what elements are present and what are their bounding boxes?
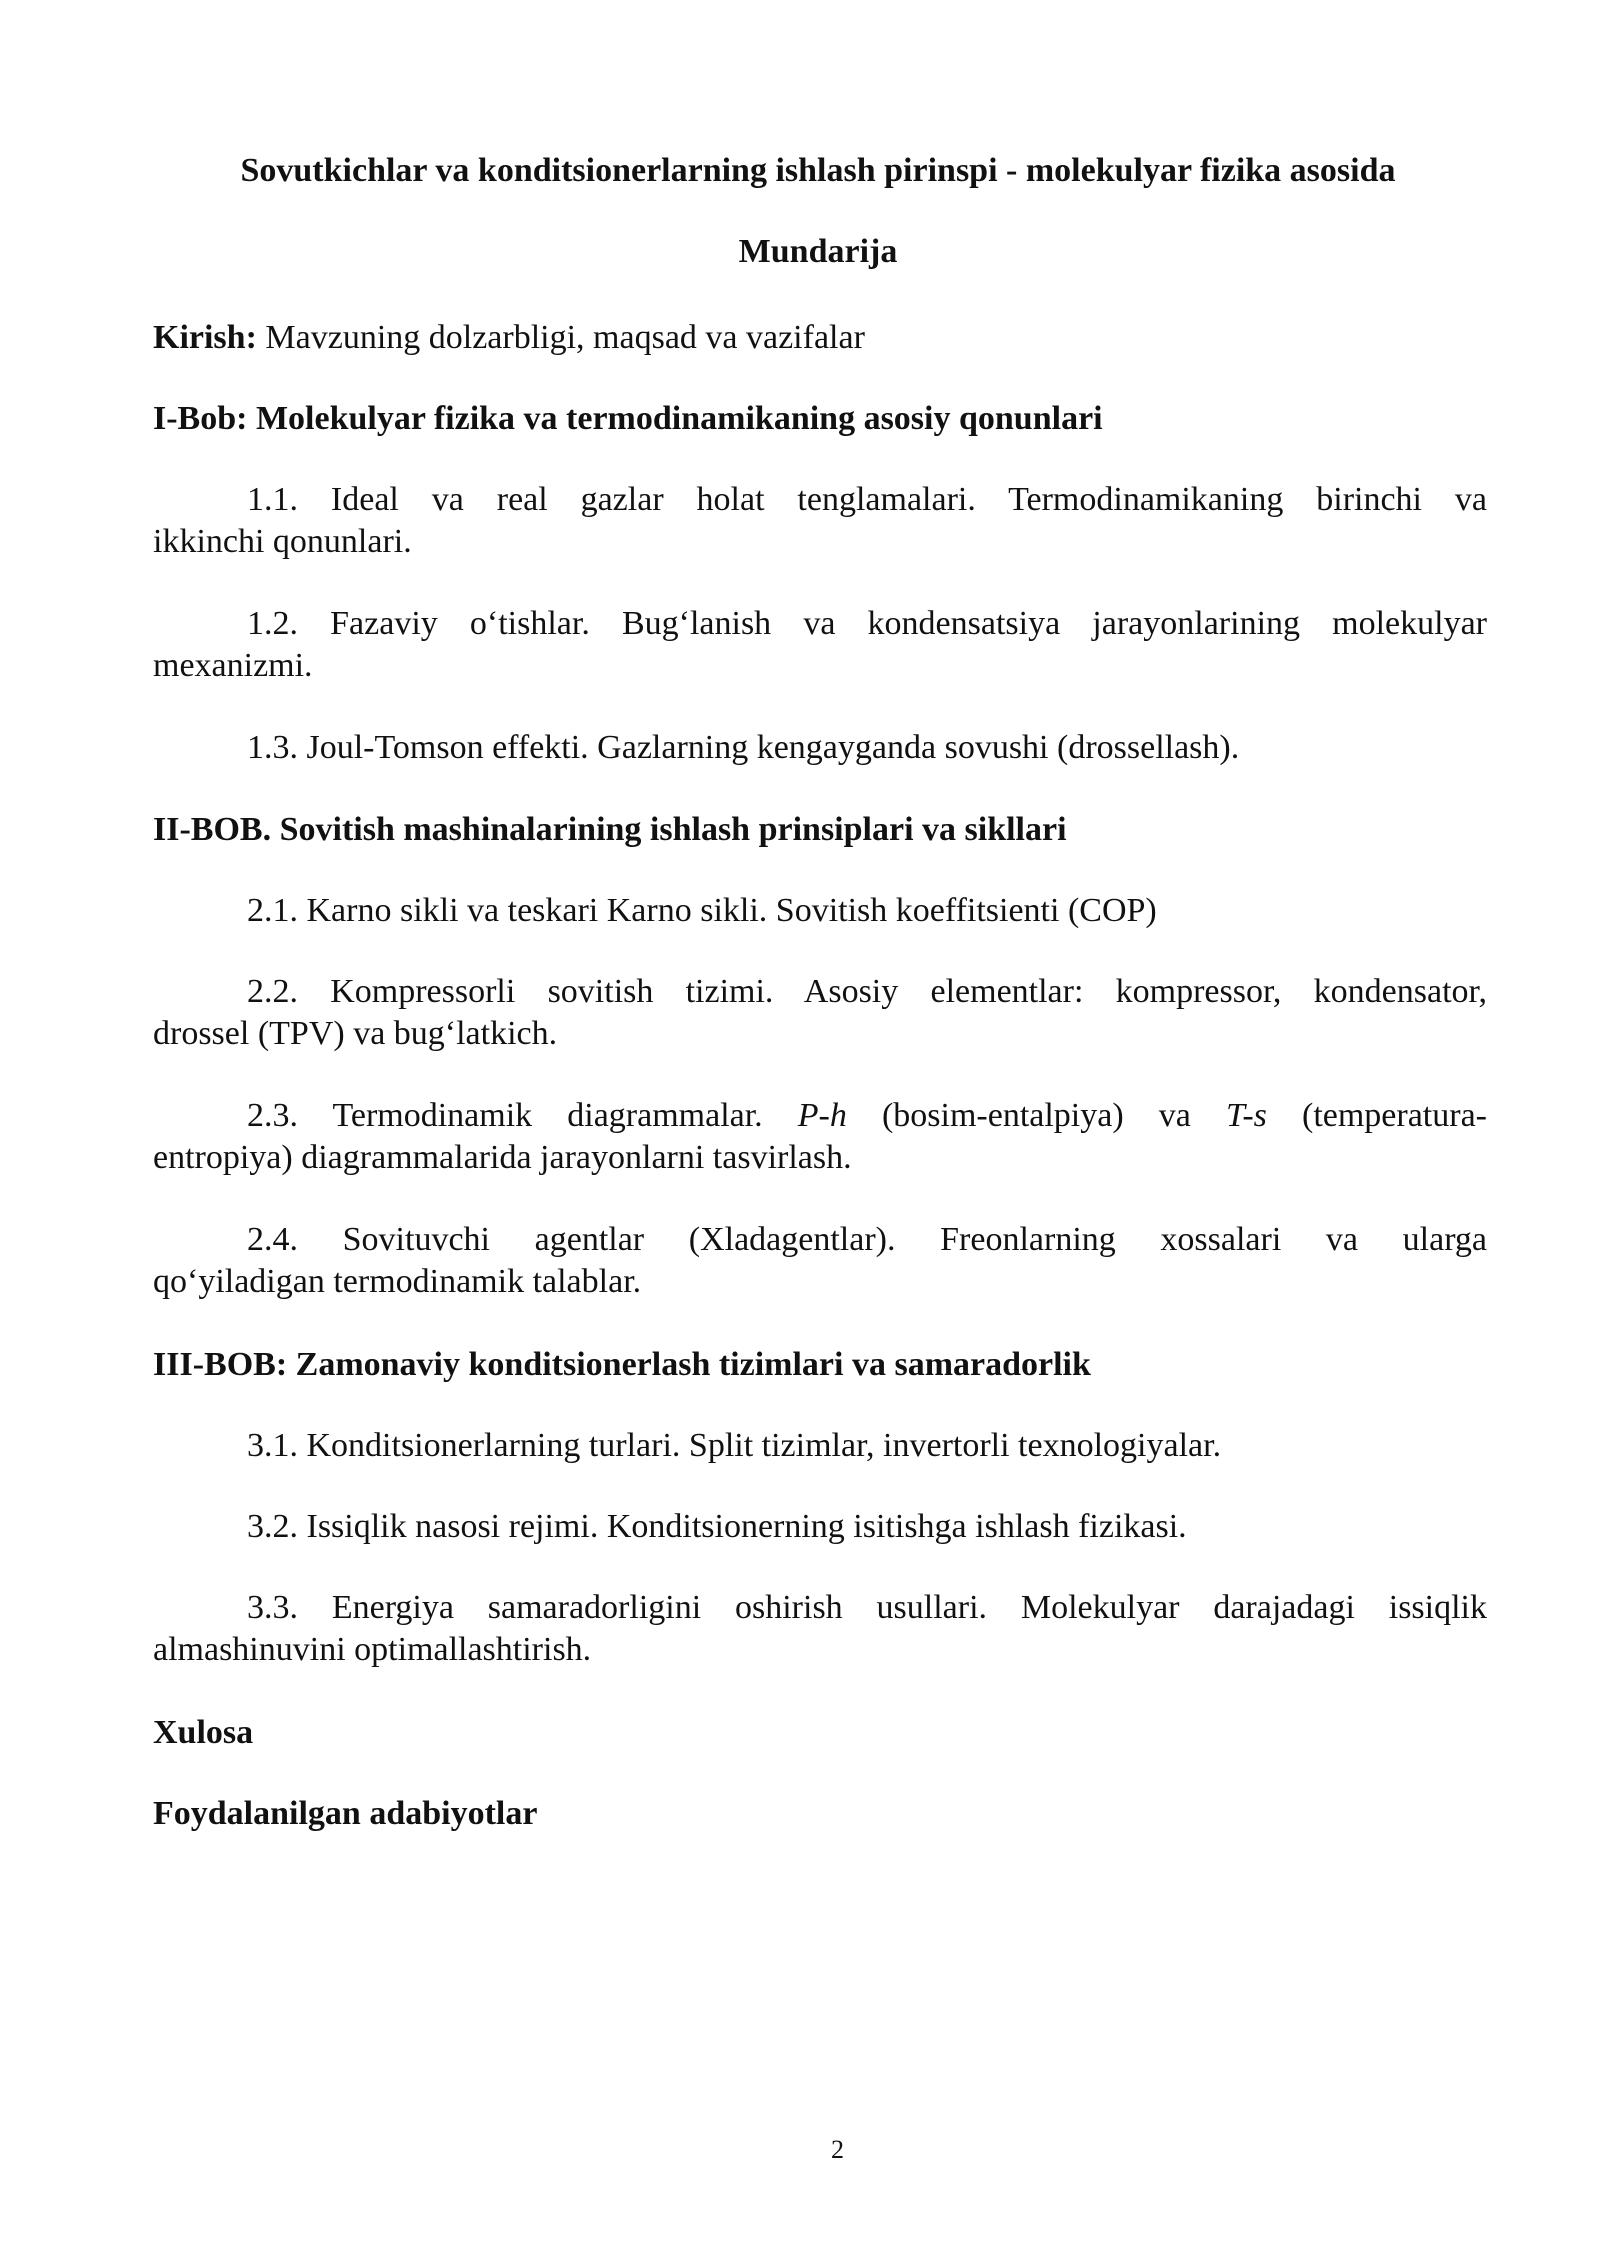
toc-item-2-1: [153, 890, 1487, 932]
toc-item-2-2: [153, 971, 1487, 1055]
intro-line: [153, 317, 1487, 359]
toc-item-2-4-line-1: 2.4. Sovituvchi agentlar (Xladagentlar). Freonlarning xossalari va ularga: [247, 1221, 1487, 1258]
toc-heading: Mundarija: [738, 233, 898, 270]
toc-item-1-3-line-1: 1.3. Joul-Tomson effekti. Gazlarning kengayganda sovushi (drossellash).: [247, 729, 1240, 766]
toc-item-2-3-text-a: 2.3. Termodinamik diagrammalar.: [247, 1097, 798, 1134]
conclusion-heading: Xulosa: [153, 1714, 254, 1751]
toc-item-2-2-line-2: drossel (TPV) va bug‘latkich.: [153, 1015, 558, 1052]
toc-item-3-1: [153, 1425, 1487, 1467]
document-title: Sovutkichlar va konditsionerlarning ishlash pirinspi - molekulyar fizika asosida: [240, 152, 1396, 189]
toc-item-1-1-line-1: 1.1. Ideal va real gazlar holat tenglamalari. Termodinamikaning birinchi va: [247, 481, 1487, 518]
toc-item-2-1-line-1: 2.1. Karno sikli va teskari Karno sikli. Sovitish koeffitsienti (COP): [247, 892, 1157, 929]
toc-item-2-3-line-2: entropiya) diagrammalarida jarayonlarni tasvirlash.: [153, 1139, 852, 1176]
toc-item-2-3-line-1: [153, 1095, 1487, 1137]
toc-item-1-2-line-1: 1.2. Fazaviy o‘tishlar. Bug‘lanish va kondensatsiya jarayonlarining molekulyar: [247, 605, 1487, 642]
toc-item-3-2-line-1: 3.2. Issiqlik nasosi rejimi. Konditsionerning isitishga ishlash fizikasi.: [247, 1508, 1187, 1545]
toc-item-2-4-line-2: qo‘yiladigan termodinamik talablar.: [153, 1263, 642, 1300]
page-number: 2: [831, 2135, 844, 2164]
toc-item-1-2: [153, 603, 1487, 687]
toc-item-1-2-line-2: mexanizmi.: [153, 647, 313, 684]
chapter-1-heading: I-Bob: Molekulyar fizika va termodinamikaning asosiy qonunlari: [153, 400, 1103, 437]
toc-item-2-3-text-c: (bosim-entalpiya) va: [846, 1097, 1226, 1134]
toc-item-2-4: [153, 1219, 1487, 1303]
intro-text: Mavzuning dolzarbligi, maqsad va vazifalar: [256, 319, 865, 356]
toc-item-3-3-line-2: almashinuvini optimallashtirish.: [153, 1631, 592, 1668]
toc-item-2-3: [153, 1095, 1487, 1179]
toc-item-3-3: [153, 1587, 1487, 1671]
toc-item-2-3-text-e: (temperatura-: [1266, 1097, 1487, 1134]
toc-item-1-3: [153, 727, 1487, 769]
toc-item-1-1: [153, 479, 1487, 563]
chapter-2-heading: II-BOB. Sovitish mashinalarining ishlash prinsiplari va sikllari: [153, 811, 1067, 848]
ts-diagram-label: T-s: [1225, 1097, 1267, 1134]
ph-diagram-label: P-h: [797, 1097, 847, 1134]
toc-item-3-2: [153, 1506, 1487, 1548]
toc-item-2-2-line-1: 2.2. Kompressorli sovitish tizimi. Asosiy elementlar: kompressor, kondensator,: [247, 973, 1487, 1010]
toc-item-1-1-line-2: ikkinchi qonunlari.: [153, 523, 412, 560]
toc-item-3-1-line-1: 3.1. Konditsionerlarning turlari. Split tizimlar, invertorli texnologiyalar.: [247, 1427, 1222, 1464]
chapter-3-heading: III-BOB: Zamonaviy konditsionerlash tizimlari va samaradorlik: [153, 1346, 1091, 1383]
intro-label: Kirish:: [153, 319, 257, 356]
toc-item-3-3-line-1: 3.3. Energiya samaradorligini oshirish usullari. Molekulyar darajadagi issiqlik: [247, 1589, 1487, 1626]
references-heading: Foydalanilgan adabiyotlar: [153, 1795, 538, 1832]
